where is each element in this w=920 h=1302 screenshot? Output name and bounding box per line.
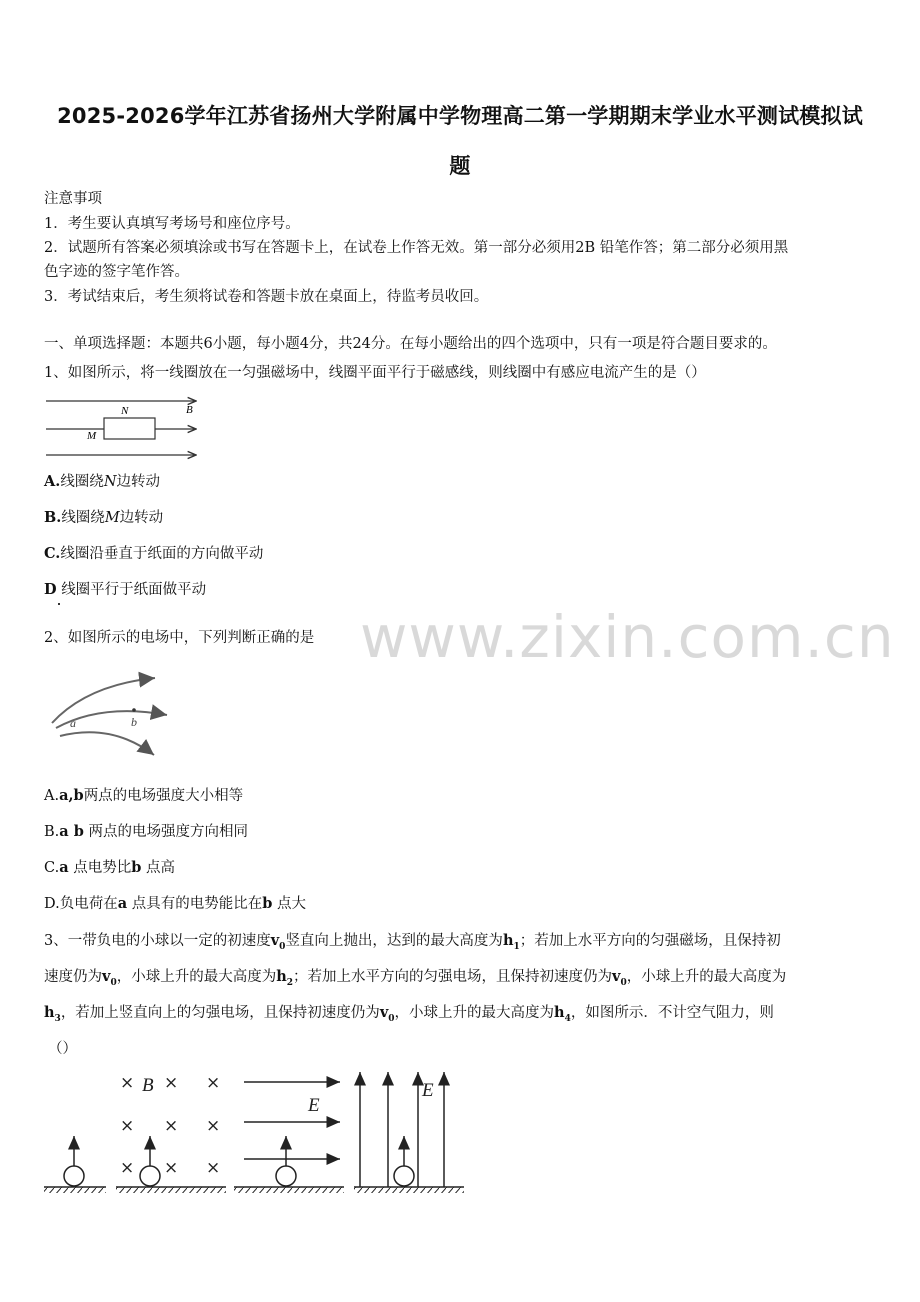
q3-scenario-4: [354, 1072, 464, 1193]
q3-text: ；若加上水平方向的匀强磁场，且保持初: [519, 933, 781, 949]
option-letter: B.: [44, 824, 60, 840]
q2-label-b: b: [131, 715, 137, 729]
h3-sub: 3: [54, 1013, 61, 1024]
q3-scenario-1: [44, 1136, 106, 1193]
option-text: 两点的电场强度方向相同: [88, 824, 248, 840]
option-bold-2: a: [117, 895, 128, 912]
h4-sub: 4: [564, 1013, 571, 1024]
q3-text: ；若加上水平方向的匀强电场，且保持初速度仍为: [293, 969, 613, 985]
option-bold: a,b: [59, 787, 84, 804]
option-bold-2: b: [131, 859, 142, 876]
q3-label-e2: E: [422, 1080, 434, 1101]
option-letter: C.: [44, 860, 60, 876]
exam-title-line1: 2025-2026学年江苏省扬州大学附属中学物理高二第一学期期末学业水平测试模拟试: [57, 104, 863, 128]
option-var: N: [103, 474, 117, 490]
option-text: 点电势比: [73, 860, 132, 876]
v0-symbol: v: [102, 968, 111, 985]
cross-mark: ×: [206, 1158, 221, 1178]
h2-sub: 2: [286, 977, 294, 988]
q3-scenario-2: [116, 1073, 226, 1193]
notice-item-2-cont: 色字迹的签字笔作答。: [44, 264, 189, 280]
q3-stem-line1: [44, 929, 781, 952]
q3-text: ，小球上升的最大高度为: [626, 969, 787, 985]
cross-mark: ×: [120, 1073, 135, 1093]
cross-mark: ×: [120, 1116, 135, 1136]
q3-label-e1: E: [308, 1095, 320, 1116]
q3-text: ，小球上升的最大高度为: [116, 969, 277, 985]
option-letter: C.: [44, 545, 61, 562]
q3-scenario-3: [234, 1082, 344, 1193]
option-text: 两点的电场强度大小相等: [83, 788, 244, 804]
watermark: www.zixin.com.cn: [360, 603, 895, 671]
option-letter: A.: [44, 473, 61, 490]
q3-text: ，如图所示．不计空气阻力，则: [570, 1005, 774, 1021]
cross-mark: ×: [120, 1158, 135, 1178]
option-text-2: 点具有的电势能比在: [131, 896, 263, 912]
h-symbol: h: [502, 932, 514, 949]
option-letter: A.: [44, 788, 60, 804]
q2-label-a: a: [70, 716, 76, 730]
q1-label-m: M: [87, 430, 97, 442]
h-symbol: h: [44, 1004, 55, 1021]
q2-stem: 2、如图所示的电场中，下列判断正确的是: [44, 630, 315, 646]
option-text: 线圈沿垂直于纸面的方向做平动: [60, 546, 264, 562]
q2-option-b[interactable]: [44, 820, 248, 841]
v0-sub: 0: [620, 977, 627, 988]
q3-stem-line4: （）: [48, 1041, 77, 1057]
notice-item-1: 1．考生要认真填写考场号和座位序号。: [44, 216, 300, 232]
option-text-3: 点大: [276, 896, 306, 912]
section-header: 一、单项选择题：本题共6小题，每小题4分，共24分。在每小题给出的四个选项中，只有一项是符合题目要求的。: [44, 336, 777, 352]
q1-magnetic-field-figure: [44, 393, 204, 463]
option-var: M: [104, 510, 120, 526]
option-letter: D: [44, 581, 57, 598]
q1-label-n: N: [121, 405, 129, 417]
cross-mark: ×: [164, 1073, 179, 1093]
v0-sub: 0: [110, 977, 117, 988]
v0-symbol: v: [612, 968, 621, 985]
stray-dot: [58, 603, 60, 605]
option-letter: B.: [44, 509, 62, 526]
option-text: 线圈绕: [61, 510, 105, 526]
option-bold-3: b: [262, 895, 273, 912]
h1-sub: 1: [513, 941, 520, 952]
q1-label-b: B: [186, 404, 193, 416]
notice-item-3: 3．考试结束后，考生须将试卷和答题卡放在桌面上，待监考员收回。: [44, 289, 489, 305]
option-letter: D.: [44, 896, 60, 912]
q1-stem: 1、如图所示，将一线圈放在一匀强磁场中，线圈平面平行于磁感线，则线圈中有感应电流产生的是（）: [44, 365, 706, 381]
v0-symbol: v: [270, 932, 280, 949]
cross-mark: ×: [206, 1116, 221, 1136]
q3-four-scenarios-figure: [40, 1060, 480, 1200]
q3-text: 速度仍为: [44, 969, 102, 985]
q3-text: 3、一带负电的小球以一定的初速度: [44, 933, 271, 949]
option-bold: a: [59, 859, 69, 876]
exam-title-line2: 题: [449, 154, 471, 178]
q3-stem-line3: [44, 1001, 774, 1024]
q1-option-c[interactable]: [44, 542, 263, 563]
q1-option-a[interactable]: [44, 470, 160, 491]
option-bold: a b: [59, 823, 84, 840]
q1-option-d[interactable]: [44, 578, 206, 599]
option-text-post: 边转动: [116, 474, 160, 490]
h-symbol: h: [554, 1004, 565, 1021]
cross-mark: ×: [164, 1116, 179, 1136]
option-text: 负电荷在: [59, 896, 118, 912]
q3-text: 竖直向上抛出，达到的最大高度为: [285, 933, 503, 949]
notice-item-2: 2．试题所有答案必须填涂或书写在答题卡上，在试卷上作答无效。第一部分必须用2B 铅笔作答；第二部分必须用黑: [44, 240, 789, 256]
q3-text: ，若加上竖直向上的匀强电场，且保持初速度仍为: [60, 1005, 380, 1021]
q2-option-c[interactable]: [44, 856, 175, 877]
q2-electric-field-figure: [42, 665, 177, 765]
v0-sub: 0: [279, 941, 286, 952]
q1-option-b[interactable]: [44, 506, 163, 527]
q2-option-a[interactable]: [44, 784, 243, 805]
cross-mark: ×: [164, 1158, 179, 1178]
q3-label-b: B: [142, 1075, 154, 1096]
v0-sub: 0: [388, 1013, 395, 1024]
q3-stem-line2: [44, 965, 786, 988]
q2-option-d[interactable]: [44, 892, 306, 913]
option-text-2: 点高: [145, 860, 175, 876]
q3-text: ，小球上升的最大高度为: [394, 1005, 555, 1021]
option-text-post: 边转动: [119, 510, 164, 526]
cross-mark: ×: [206, 1073, 221, 1093]
notice-heading: 注意事项: [44, 191, 102, 207]
option-text: 线圈平行于纸面做平动: [61, 582, 207, 598]
h-symbol: h: [276, 968, 287, 985]
option-text: 线圈绕: [60, 474, 104, 490]
v0-symbol: v: [379, 1004, 389, 1021]
